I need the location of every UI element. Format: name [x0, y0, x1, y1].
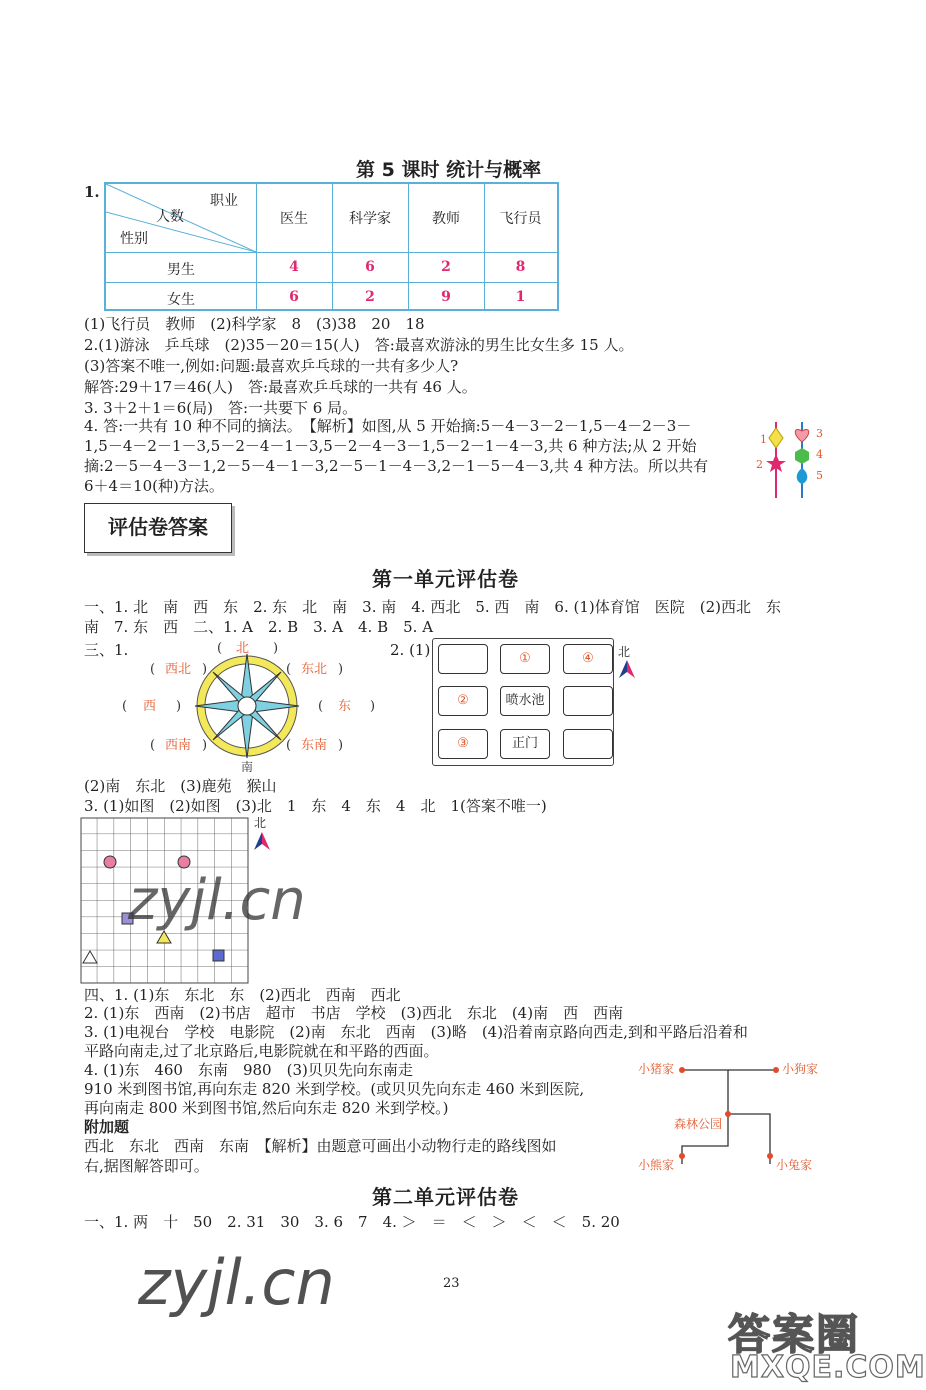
answer-line: 一、1. 两 十 50 2. 31 30 3. 6 7 4. ＞ ＝ ＜ ＞ ＜ ＜ 5. 20 [84, 1213, 620, 1231]
table-cell: 4 [289, 259, 299, 275]
svg-text:): ) [202, 738, 208, 753]
table-cell: 9 [441, 289, 451, 305]
answer-line: 4. 答:一共有 10 种不同的摘法。 【解析】如图,从 5 开始摘:5－4－3－2－1,5－4－2－3－ [84, 417, 692, 435]
grid-north-label: 北 [254, 816, 267, 830]
answer-box-title: 评估卷答案 [108, 515, 208, 539]
logo-url: MXQE.COM [730, 1350, 926, 1385]
compass-northwest: 西北 [165, 662, 192, 677]
compass-figure [120, 640, 380, 772]
answer-line: 摘:2－5－4－3－1,2－5－4－1－3,2－5－1－4－3,2－1－5－4－3,共 4 种方法。所以共有 [84, 457, 709, 475]
route-rabbit: 小兔家 [776, 1158, 813, 1172]
answer-line: (3)答案不唯一,例如:问题:最喜欢乒乓球的一共有多少人? [84, 357, 459, 375]
answer-line: 南 7. 东 西 二、1. A 2. B 3. A 4. B 5. A [84, 618, 434, 636]
svg-text:(: ( [150, 738, 156, 753]
map-north-label: 北 [618, 645, 631, 659]
shape-label: 4 [816, 448, 823, 461]
map-cell: 正门 [500, 729, 550, 759]
route-diagram [634, 1056, 830, 1178]
statistics-table [104, 182, 559, 311]
column-header: 科学家 [349, 211, 391, 227]
map-cell: ③ [438, 729, 488, 759]
map-cell: ② [438, 686, 488, 716]
route-dog: 小狗家 [782, 1062, 819, 1076]
route-pig: 小猪家 [638, 1062, 675, 1076]
unit1-title: 第一单元评估卷 [372, 567, 519, 591]
table-cell: 2 [365, 289, 375, 305]
question-number: 1. [84, 183, 100, 201]
question-label: 2. (1) [390, 641, 431, 659]
table-cell: 6 [289, 289, 299, 305]
svg-text:(: ( [286, 662, 292, 677]
column-header: 飞行员 [499, 211, 542, 227]
table-cell: 1 [515, 289, 526, 305]
answer-line: 2. (1)东 西南 (2)书店 超市 书店 学校 (3)西北 东北 (4)南 西 西南 [84, 1004, 624, 1022]
answer-line: (2)南 东北 (3)鹿苑 猴山 [84, 777, 277, 795]
answer-line: (1)飞行员 教师 (2)科学家 8 (3)38 20 18 [84, 315, 425, 333]
unit2-title: 第二单元评估卷 [372, 1185, 519, 1209]
svg-text:): ) [338, 662, 344, 677]
table-cell: 8 [515, 259, 526, 275]
answer-line: 3. (1)如图 (2)如图 (3)北 1 东 4 东 4 北 1(答案不唯一) [84, 797, 547, 815]
svg-text:(: ( [122, 699, 128, 714]
map-cell [563, 729, 613, 759]
answer-line: 3. (1)电视台 学校 电影院 (2)南 东北 西南 (3)略 (4)沿着南京路向西走,到和平路后沿着和 [84, 1023, 748, 1041]
column-header: 医生 [280, 211, 308, 227]
row-label: 男生 [167, 262, 195, 278]
route-park: 森林公园 [674, 1117, 723, 1131]
compass-east: 东 [338, 699, 352, 714]
answer-line: 1,5－4－2－1－3,5－2－4－1－3,5－2－4－3－1,5－2－1－4－3,共 6 种方法;从 2 开始 [84, 437, 697, 455]
svg-text:): ) [273, 641, 279, 656]
svg-text:): ) [202, 662, 208, 677]
answer-line: 右,据图解答即可。 [84, 1157, 209, 1175]
map-cell: ④ [563, 644, 613, 674]
section-label: 三、1. [84, 641, 129, 659]
table-cell: 6 [365, 259, 375, 275]
svg-text:): ) [176, 699, 182, 714]
svg-text:(: ( [318, 699, 324, 714]
row-label: 女生 [167, 292, 195, 308]
shape-label: 1 [760, 433, 767, 446]
answer-line: 西北 东北 西南 东南 【解析】由题意可画出小动物行走的路线图如 [84, 1137, 557, 1155]
answer-line: 3. 3＋2＋1＝6(局) 答:一共要下 6 局。 [84, 399, 358, 417]
svg-text:(: ( [217, 641, 223, 656]
compass-north: 北 [236, 641, 250, 656]
column-header: 教师 [432, 211, 460, 227]
answer-line: 4. (1)东 460 东南 980 (3)贝贝先向东南走 [84, 1061, 413, 1079]
north-arrow-icon [618, 660, 636, 680]
compass-southeast: 东南 [301, 738, 328, 753]
map-cell [438, 644, 488, 674]
compass-southwest: 西南 [165, 738, 192, 753]
north-arrow-icon [253, 832, 271, 852]
header-gender: 性别 [120, 231, 148, 247]
map-cell: ① [500, 644, 550, 674]
header-count: 人数 [156, 209, 184, 225]
header-occupation: 职业 [210, 193, 238, 209]
map-cell: 喷水池 [500, 686, 550, 716]
svg-text:): ) [338, 738, 344, 753]
answer-line: 2.(1)游泳 乒乓球 (2)35－20＝15(人) 答:最喜欢游泳的男生比女生多 15 人。 [84, 336, 634, 354]
shapes-figure [752, 418, 832, 500]
watermark-bottom: zyjl.cn [138, 1246, 335, 1319]
route-bear: 小熊家 [638, 1158, 675, 1172]
answer-line: 910 米到图书馆,再向东走 820 米到学校。(或贝贝先向东走 460 米到医院, [84, 1080, 585, 1098]
answer-line: 解答:29＋17＝46(人) 答:最喜欢乒乓球的一共有 46 人。 [84, 378, 477, 396]
page-number: 23 [443, 1276, 460, 1291]
lesson-title: 第 5 课时 统计与概率 [356, 159, 542, 181]
answer-line: 6＋4＝10(种)方法。 [84, 477, 224, 495]
svg-text:): ) [370, 699, 376, 714]
map-cell [563, 686, 613, 716]
answer-line: 再向南走 800 米到图书馆,然后向东走 820 米到学校。) [84, 1099, 449, 1117]
extra-title: 附加题 [84, 1118, 130, 1136]
logo-text: 答案圈 [728, 1310, 861, 1359]
shape-label: 3 [816, 427, 823, 440]
compass-south: 南 [241, 760, 254, 774]
shape-label: 2 [756, 458, 763, 471]
svg-text:(: ( [150, 662, 156, 677]
compass-northeast: 东北 [301, 662, 328, 677]
table-cell: 2 [441, 259, 451, 275]
shape-label: 5 [816, 469, 823, 482]
svg-text:(: ( [286, 738, 292, 753]
answer-box [84, 503, 232, 553]
answer-line: 一、1. 北 南 西 东 2. 东 北 南 3. 南 4. 西北 5. 西 南 6. (1)体育馆 医院 (2)西北 东 [84, 598, 781, 616]
answer-line: 平路向南走,过了北京路后,电影院就在和平路的西面。 [84, 1042, 439, 1060]
compass-west: 西 [143, 699, 157, 714]
answer-line: 四、1. (1)东 东北 东 (2)西北 西南 西北 [84, 986, 401, 1004]
watermark-text: zyjl.cn [128, 868, 306, 933]
